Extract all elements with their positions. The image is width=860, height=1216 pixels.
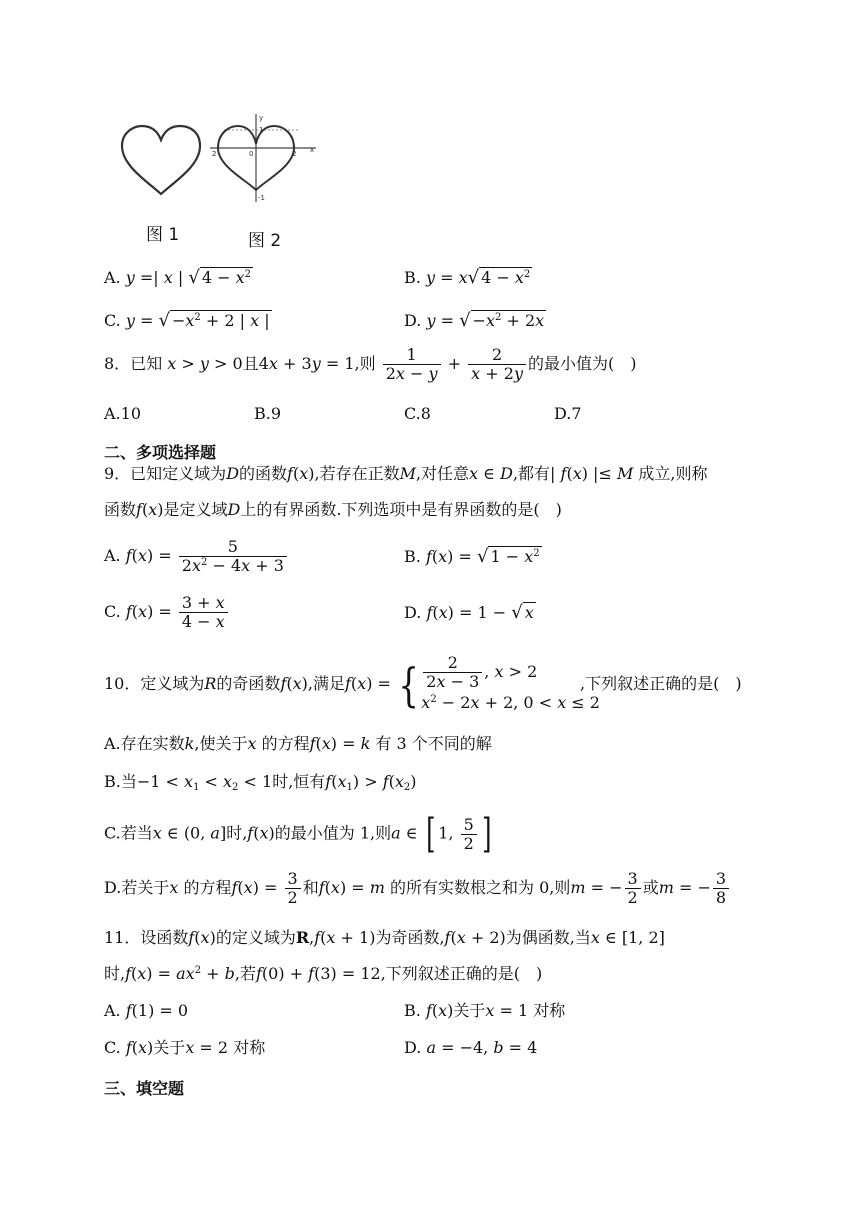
q10-option-d: D.若关于x 的方程f(x) = $\frac{3}{2}$ 和f(x) = m 的所有实数根之和为 0,则m = − $\frac{3}{2}$ 或m = − $\frac{3}{8}$ [104,870,731,907]
figure-2-caption: 图 2 [248,231,282,251]
fig2-label-origin: 0 [249,150,254,158]
q10-option-b: B.当$-1 < x_1 < x_2 < 1$时,恒有$f(x_1) > f(x_2)$ [104,772,417,793]
fig2-label-one: 1 [259,126,264,134]
fig2-label-2: 2 [292,150,297,158]
figure-2-heart-graph [206,110,324,206]
q8-option-c: C.8 [404,404,431,423]
q8-option-a: A.10 [104,404,141,423]
q11-option-d: D. a = −4, b = 4 [404,1038,538,1057]
q7-option-b: B. y = x√ $4 - x^2$ [404,267,531,288]
figure-1-heart [118,124,204,196]
figure-1-caption: 图 1 [146,225,180,245]
fig2-label-y: y [259,114,264,122]
section-heading-fill-in: 三、填空题 [104,1079,185,1098]
q9-option-d: D. f(x) = 1 − √ x [404,602,534,623]
q8-option-b: B.9 [254,404,282,423]
q7-option-c: C. y = √ $-x^2 + 2$ | x | [104,310,270,331]
q11-option-b: B. f(x)关于x = 1 对称 [404,1001,566,1020]
q8-option-d: D.7 [554,404,582,423]
fig2-label-neg1: -1 [258,194,265,202]
q10-option-a: A.存在实数k,使关于x 的方程f(x) = k 有 3 个不同的解 [104,734,492,753]
q9-stem-line2: 函数f(x)是定义域D上的有界函数.下列选项中是有界函数的是( ) [104,500,562,519]
q11-stem-line1: 11．设函数f(x)的定义域为R,f(x + 1)为奇函数,f(x + 2)为偶函数,当x ∈ [1, 2] [104,928,665,947]
q9-stem-line1: 9．已知定义域为D的函数f(x),若存在正数M,对任意x ∈ D,都有| f(x) |≤ M 成立,则称 [104,464,708,483]
q11-stem-line2: 时$,f(x) = ax^2 + b$,若f(0) + f(3) = 12,下列叙述正确的是( ) [104,964,543,983]
q9-option-a: A. f(x) = $\frac{5}{2x^2 - 4x + 3}$ [104,538,289,575]
q10-stem: 10．定义域为R的奇函数f(x),满足f(x) = { $\frac{2}{2x - 3}$ , x > 2 $x^2 - 2x + 2$, 0 < x ≤ 2 [104,653,600,712]
fig2-label-x: x [310,146,315,154]
q8-stem: 8．已知 x > y > 0且4x + 3y = 1,则 $\frac{1}{2x - y}$ + $\frac{2}{x + 2y}$ 的最小值为( ) [104,345,637,383]
q7-option-a: A. y =| x | √ $4 - x^2$ [104,267,251,288]
q10-stem-tail: ,下列叙述正确的是( ) [580,674,742,693]
q10-option-c: C.若当x ∈ (0, a]时,f(x)的最小值为 1,则a ∈ [ 1, $\frac{5}{2}$ ] [104,811,492,857]
section-heading-multiple-choice: 二、多项选择题 [104,443,217,462]
q9-option-c: C. f(x) = $\frac{3 + x}{4 - x}$ [104,594,230,631]
q9-option-b: B. f(x) = √ $1 - x^2$ [404,546,540,567]
q11-option-c: C. f(x)关于x = 2 对称 [104,1038,266,1057]
q11-option-a: A. f(1) = 0 [104,1001,189,1020]
q7-option-d: D. y = √ $-x^2 + 2x$ [404,310,545,331]
fig2-label-neg2: 2 [212,150,217,158]
